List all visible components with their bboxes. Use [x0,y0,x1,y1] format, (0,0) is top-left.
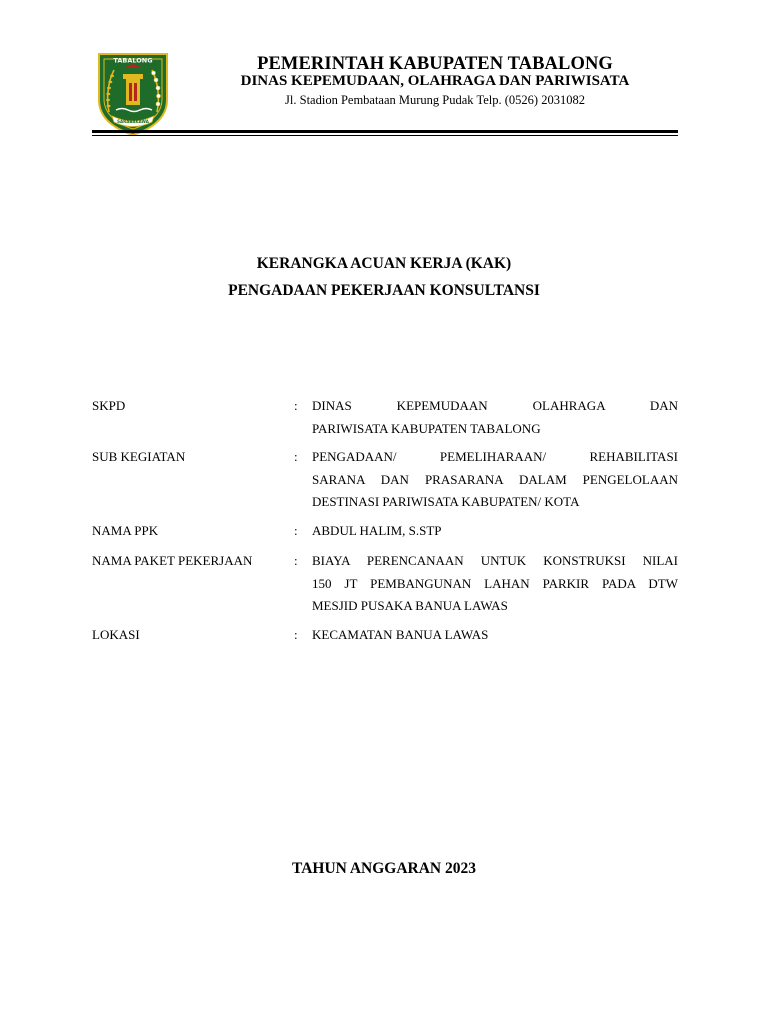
info-label: SKPD [92,398,126,413]
info-value-line: 150 JT PEMBANGUNAN LAHAN PARKIR PADA DTW [312,575,678,591]
info-colon: : [294,627,298,642]
budget-year: TAHUN ANGGARAN 2023 [292,860,476,877]
info-colon: : [294,449,298,464]
info-colon: : [294,553,298,568]
info-label: NAMA PPK [92,523,159,538]
info-value-line: ABDUL HALIM, S.STP [312,523,442,538]
svg-text:TABALONG: TABALONG [113,56,153,65]
info-value-line: DINAS KEPEMUDAAN OLAHRAGA DAN [312,398,678,413]
info-value [312,550,678,618]
info-value-line: SARANA DAN PRASARANA DALAM PENGELOLAAN [312,471,678,487]
info-colon: : [294,398,298,413]
government-name: PEMERINTAH KABUPATEN TABALONG [257,54,613,74]
info-value [312,446,678,514]
info-value [312,520,678,543]
document-title: KERANGKA ACUAN KERJA (KAK) [256,255,512,272]
svg-text:SARABAKAWA: SARABAKAWA [117,119,149,124]
info-value-line: PARIWISATA KABUPATEN TABALONG [312,420,541,436]
info-value [312,395,678,440]
tabalong-emblem-icon [96,50,170,136]
document-subtitle: PENGADAAN PEKERJAAN KONSULTANSI [228,282,540,299]
letterhead-rule-thick [92,130,678,133]
info-label: SUB KEGIATAN [92,449,186,464]
info-value [312,624,678,647]
info-label: NAMA PAKET PEKERJAAN [92,553,253,568]
office-address: Jl. Stadion Pembataan Murung Pudak Telp. (0526) 2031082 [285,93,585,107]
info-value-line: MESJID PUSAKA BANUA LAWAS [312,598,508,613]
info-value-line: DESTINASI PARIWISATA KABUPATEN/ KOTA [312,494,580,509]
info-value-line: BIAYA PERENCANAAN UNTUK KONSTRUKSI NILAI [312,553,678,568]
department-name: DINAS KEPEMUDAAN, OLAHRAGA DAN PARIWISATA [240,73,630,89]
info-label: LOKASI [92,627,140,642]
letterhead-rule-thin [92,135,678,136]
info-value-line: PENGADAAN/ PEMELIHARAAN/ REHABILITASI [312,449,678,464]
info-colon: : [294,523,298,538]
info-value-line: KECAMATAN BANUA LAWAS [312,627,489,642]
